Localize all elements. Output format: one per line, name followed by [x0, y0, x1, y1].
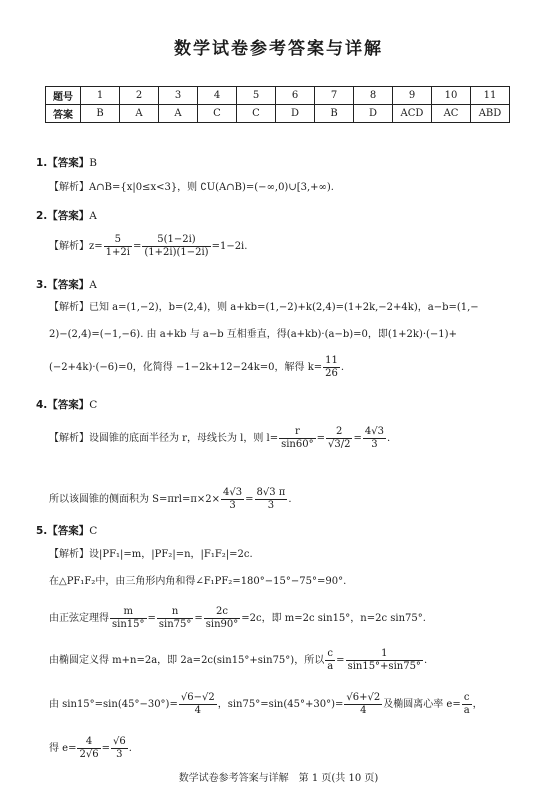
math-text: ，: [472, 699, 483, 710]
math-text: =: [194, 613, 203, 624]
denominator: sin15°: [112, 619, 145, 630]
q5-analysis-line-5: [49, 692, 483, 717]
math-text: .: [288, 494, 292, 505]
numerator: 4√3: [364, 426, 384, 437]
math-text: .: [386, 433, 391, 444]
analysis-text: 由椭圆定义得 m+n=2a，即 2a=2c(sin15°+sin75°)，所以: [49, 655, 325, 666]
analysis-text: (−2+4k)·(−6)=0，化简得 −1−2k+12−24k=0，解得 k=: [49, 362, 323, 373]
answer-label: 2.【答案】: [36, 210, 90, 222]
analysis-text: A∩B={x|0≤x<3}，则 ∁U(A∩B)=(−∞,0)∪[3,+∞).: [89, 182, 334, 193]
analysis-text: 所以该圆锥的侧面积为 S=πrl=π×2×: [49, 494, 221, 505]
answer-label: 4.【答案】: [36, 399, 90, 411]
fraction: [363, 426, 386, 451]
math-text: .: [128, 743, 132, 754]
numerator: 1: [346, 648, 423, 661]
denominator: a: [463, 705, 470, 716]
numerator: √6: [112, 736, 126, 747]
analysis-tag: 【解析】: [49, 549, 89, 560]
q3-analysis-line-3: [49, 355, 344, 380]
q3-analysis-line-2: 2)−(2,4)=(−1,−6). 由 a+kb 与 a−b 互相垂直，得(a+kb)·(a−b)=0，即(1+2k)·(−1)+: [49, 329, 457, 340]
fraction: [323, 355, 340, 380]
table-cell: A: [159, 105, 198, 123]
numerator: √6+√2: [346, 692, 381, 703]
table-cell: AC: [432, 105, 471, 123]
question-1-heading: [36, 155, 97, 170]
analysis-text: 由 sin15°=sin(45°−30°)=: [49, 699, 178, 710]
table-cell: ACD: [393, 105, 432, 123]
numerator: c: [462, 692, 472, 705]
math-text: =: [316, 433, 325, 444]
table-row: [46, 105, 510, 123]
denominator: 3: [229, 500, 236, 511]
numerator: 5: [104, 234, 132, 247]
analysis-text: 设|PF₁|=m，|PF₂|=n，|F₁F₂|=2c.: [89, 549, 253, 560]
denominator: sin15°+sin75°: [347, 661, 421, 672]
table-cell: 9: [393, 87, 432, 105]
q4-analysis-line-1: [49, 426, 390, 451]
question-2-heading: [36, 208, 97, 223]
table-cell: 1: [81, 87, 120, 105]
denominator: (1+2i)(1−2i): [144, 247, 209, 258]
fraction: [279, 426, 316, 451]
table-cell: D: [276, 105, 315, 123]
analysis-text: ，sin75°=sin(45°+30°)=: [217, 699, 344, 710]
fraction: [204, 606, 241, 631]
q5-analysis-line-3: [49, 606, 426, 631]
answer-value: A: [89, 279, 97, 291]
answer-value: C: [89, 399, 98, 411]
table-cell: 11: [471, 87, 510, 105]
numerator: n: [157, 606, 194, 619]
fraction: [157, 606, 194, 631]
denominator: 3: [116, 749, 123, 760]
numerator: 5(1−2i): [142, 234, 210, 247]
table-cell: 4: [198, 87, 237, 105]
table-cell: 7: [315, 87, 354, 105]
table-cell: B: [81, 105, 120, 123]
table-cell: A: [120, 105, 159, 123]
table-cell: C: [198, 105, 237, 123]
numerator: √6−√2: [180, 692, 215, 703]
fraction: [326, 426, 352, 451]
table-cell: 8: [354, 87, 393, 105]
math-text: =: [336, 655, 345, 666]
fraction: [462, 692, 472, 717]
math-text: =: [147, 613, 156, 624]
math-text: =: [101, 743, 110, 754]
analysis-tag: 【解析】: [49, 433, 89, 444]
denominator: sin60°: [281, 439, 314, 450]
page-title: 数学试卷参考答案与详解: [174, 39, 383, 59]
numerator: 4√3: [223, 487, 243, 498]
fraction: [111, 736, 128, 761]
denominator: 3: [267, 500, 275, 511]
math-text: =: [245, 494, 254, 505]
analysis-tag: 【解析】: [49, 182, 89, 193]
numerator: 4: [77, 736, 100, 749]
numerator: c: [325, 648, 335, 661]
table-cell: B: [315, 105, 354, 123]
analysis-text: 已知 a=(1,−2)，b=(2,4)，则 a+kb=(1,−2)+k(2,4)=(1+2k,−2+4k)，a−b=(1,−: [89, 302, 479, 313]
denominator: 3: [371, 439, 378, 450]
page-footer: 数学试卷参考答案与详解 第 1 页(共 10 页): [178, 773, 379, 784]
math-text: =: [132, 241, 142, 252]
numerator: 2: [326, 426, 352, 439]
q5-analysis-line-6: [49, 736, 132, 761]
table-cell: C: [237, 105, 276, 123]
math-text: .: [340, 362, 345, 373]
denominator: 4: [360, 705, 367, 716]
numerator: 11: [325, 355, 338, 366]
q3-analysis-line-1: [49, 301, 479, 315]
math-text: z=: [89, 241, 103, 252]
analysis-tag: 【解析】: [49, 302, 89, 313]
denominator: 4: [194, 705, 201, 716]
q5-analysis-line-4: [49, 648, 427, 673]
q2-analysis: [49, 234, 247, 259]
analysis-text: 及椭圆离心率 e=: [383, 699, 461, 710]
answer-value: A: [89, 210, 97, 222]
numerator: r: [279, 426, 316, 439]
analysis-text: 得 e=: [49, 743, 77, 754]
denominator: sin75°: [158, 619, 192, 630]
fraction: [221, 487, 244, 512]
math-text: =: [353, 433, 362, 444]
table-row: [46, 87, 510, 105]
table-cell: D: [354, 105, 393, 123]
answer-label: 1.【答案】: [36, 157, 90, 169]
table-cell: 10: [432, 87, 471, 105]
q4-analysis-line-2: [49, 487, 292, 512]
analysis-text: 由正弦定理得: [49, 613, 109, 624]
answer-label: 5.【答案】: [36, 525, 90, 537]
table-cell: ABD: [471, 105, 510, 123]
numerator: 8√3 π: [256, 487, 286, 498]
row-header-answer: 答案: [46, 105, 81, 123]
fraction: [344, 692, 382, 717]
analysis-tag: 【解析】: [49, 241, 89, 252]
denominator: √3/2: [327, 439, 351, 450]
question-3-heading: [36, 277, 97, 292]
question-5-heading: [36, 523, 97, 538]
fraction: [346, 648, 423, 673]
answer-table: [45, 86, 510, 123]
fraction: [179, 692, 217, 717]
denominator: 26: [325, 368, 338, 379]
row-header-number: 题号: [46, 87, 81, 105]
table-cell: 6: [276, 87, 315, 105]
table-cell: 5: [237, 87, 276, 105]
q5-analysis-line-2: 在△PF₁F₂中，由三角形内角和得∠F₁PF₂=180°−15°−75°=90°.: [49, 576, 347, 587]
math-text: =1−2i.: [211, 241, 248, 252]
denominator: a: [327, 661, 334, 672]
answer-label: 3.【答案】: [36, 279, 90, 291]
fraction: [110, 606, 147, 631]
denominator: 1+2i: [105, 247, 130, 258]
denominator: 2√6: [79, 749, 99, 760]
table-cell: 2: [120, 87, 159, 105]
answer-value: B: [89, 157, 98, 169]
fraction: [104, 234, 132, 259]
numerator: 2c: [204, 606, 241, 619]
answer-value: C: [89, 525, 98, 537]
fraction: [325, 648, 335, 673]
fraction: [77, 736, 100, 761]
fraction: [255, 487, 288, 512]
fraction: [142, 234, 210, 259]
math-text: .: [423, 655, 428, 666]
q5-analysis-line-1: [49, 548, 253, 562]
q1-analysis: [49, 181, 334, 195]
denominator: sin90°: [205, 619, 239, 630]
analysis-text: 设圆锥的底面半径为 r，母线长为 l，则 l=: [89, 433, 279, 444]
analysis-text: =2c，即 m=2c sin15°，n=2c sin75°.: [241, 613, 426, 624]
question-4-heading: [36, 397, 97, 412]
table-cell: 3: [159, 87, 198, 105]
numerator: m: [110, 606, 147, 619]
